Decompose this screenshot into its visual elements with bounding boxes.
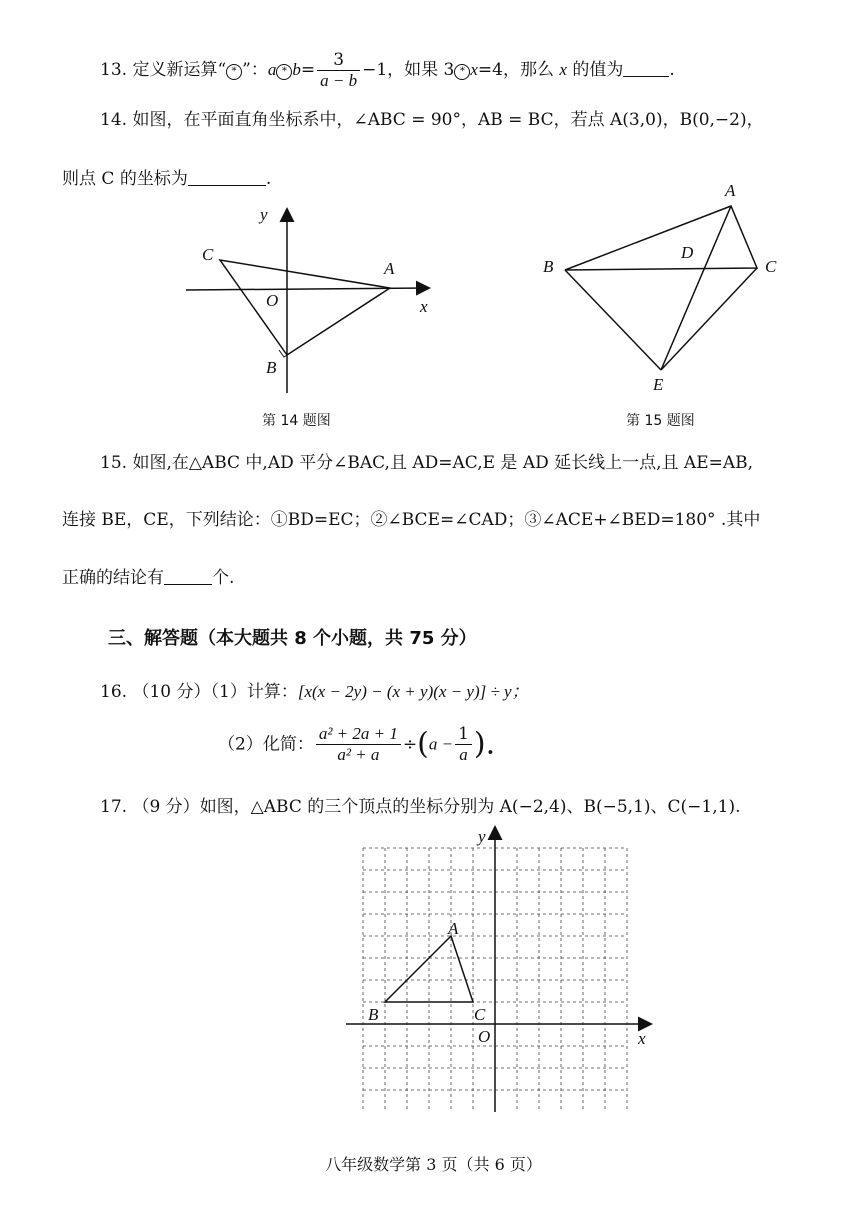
page-footer: 八年级数学第 3 页（共 6 页） bbox=[325, 1155, 542, 1174]
fraction: $\frac{3}{a - b}$ bbox=[317, 50, 360, 91]
figure-15-caption: 第 15 题图 bbox=[626, 413, 695, 429]
circled-star-operator-icon: * bbox=[454, 64, 470, 80]
answer-blank bbox=[164, 568, 212, 585]
fraction: $\frac{\text{a² + 2a + 1}}{\text{a² + a}}$ bbox=[316, 724, 401, 765]
triangle-abc bbox=[565, 206, 757, 270]
question-number: 13. bbox=[100, 60, 128, 80]
figure-15 bbox=[535, 178, 795, 398]
question-14: 14. 如图，在平面直角坐标系中，∠ABC = 90°，AB = BC，若点 A(3,0)，B(0,−2)， bbox=[100, 110, 764, 130]
label-c: C bbox=[202, 245, 214, 264]
label-d: D bbox=[681, 243, 694, 262]
question-number: 14. bbox=[100, 110, 128, 130]
label-a: A bbox=[725, 181, 736, 200]
answer-blank bbox=[188, 169, 266, 186]
segment-be bbox=[565, 270, 661, 370]
question-number: 16. bbox=[100, 682, 128, 702]
label-a: A bbox=[448, 919, 459, 938]
fraction: $\frac{1}{a}$ bbox=[455, 724, 472, 765]
label-c: C bbox=[474, 1005, 486, 1024]
question-14-line2: 则点 C 的坐标为 . bbox=[62, 169, 272, 189]
label-c: C bbox=[765, 257, 777, 276]
question-15-line3: 正确的结论有 个. bbox=[62, 568, 235, 588]
label-e: E bbox=[653, 375, 664, 394]
figure-14-caption: 第 14 题图 bbox=[262, 413, 331, 429]
circled-star-operator-icon: * bbox=[226, 64, 242, 80]
label-b: B bbox=[543, 257, 554, 276]
question-number: 17. bbox=[100, 797, 128, 817]
segment-ae bbox=[661, 206, 731, 370]
x-axis bbox=[186, 288, 428, 290]
answer-blank bbox=[623, 60, 669, 77]
circled-star-operator-icon: * bbox=[276, 64, 292, 80]
question-16-part2: （2）化简： $\frac{\text{a² + 2a + 1}}{\text{a² + a}}$ ÷(a − $\frac{1}{a}$ ). bbox=[218, 724, 496, 764]
label-y: y bbox=[478, 827, 486, 846]
question-number: 15. bbox=[100, 453, 128, 473]
label-b: B bbox=[266, 358, 277, 377]
question-15: 15. 如图,在△ABC 中,AD 平分∠BAC,且 AD=AC,E 是 AD 延长线上一点,且 AE=AB, bbox=[100, 453, 754, 473]
label-a: A bbox=[384, 259, 395, 278]
label-y: y bbox=[260, 205, 268, 224]
label-x: x bbox=[420, 297, 428, 316]
triangle-abc bbox=[220, 260, 390, 355]
question-17: 17. （9 分）如图，△ABC 的三个顶点的坐标分别为 A(−2,4)、B(−5,1)、C(−1,1). bbox=[100, 797, 741, 817]
question-16: 16. （10 分）（1）计算：[x(x − 2y) − (x + y)(x − y)] ÷ y； bbox=[100, 682, 529, 702]
section-title: 三、解答题（本大题共 8 个小题，共 75 分） bbox=[108, 628, 477, 649]
label-o: O bbox=[478, 1027, 491, 1046]
label-x: x bbox=[638, 1029, 646, 1048]
segment-ce bbox=[661, 268, 757, 370]
label-b: B bbox=[368, 1005, 379, 1024]
figure-17-grid bbox=[340, 822, 660, 1117]
label-o: O bbox=[266, 291, 279, 310]
question-13: 13. 定义新运算“ * ”：a * b= $\frac{3}{a - b}$ −1，如果 3 * x=4，那么 x 的值为 . bbox=[100, 50, 675, 90]
question-15-line2: 连接 BE，CE，下列结论：①BD=EC；②∠BCE=∠CAD；③∠ACE+∠BED=180° .其中 bbox=[62, 510, 761, 530]
figure-14 bbox=[180, 200, 440, 400]
